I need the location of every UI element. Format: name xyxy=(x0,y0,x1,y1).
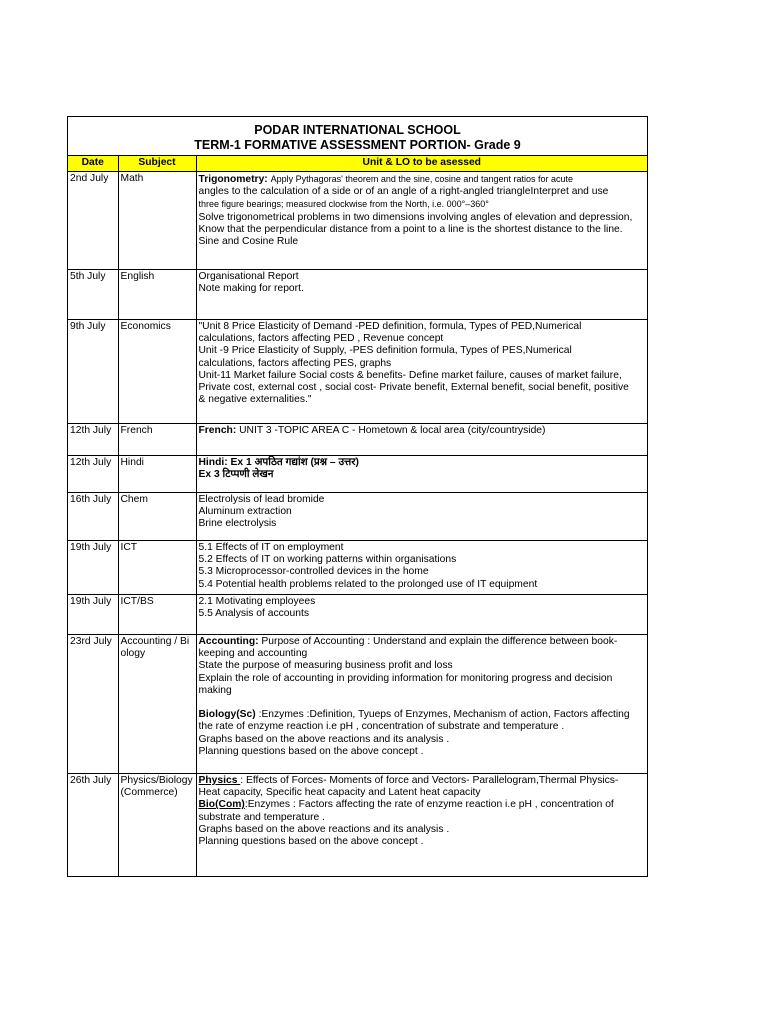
content-line xyxy=(199,812,646,824)
content-line xyxy=(199,271,646,283)
content-segment: Solve trigonometrical problems in two dimensions involving angles of elevation and depression, xyxy=(198,211,633,223)
content-segment: 5.2 Effects of IT on working patterns within organisations xyxy=(198,554,457,566)
content-segment: Purpose of Accounting : Understand and explain the difference between book- xyxy=(261,636,618,647)
school-name: PODAR INTERNATIONAL SCHOOL xyxy=(254,123,461,137)
content-segment: French: xyxy=(198,425,240,436)
row-unit-content xyxy=(196,456,647,493)
content-segment: Know that the perpendicular distance from a point to a line is the shortest distance to the line. xyxy=(198,223,623,235)
content-line xyxy=(199,697,646,709)
table-row xyxy=(68,172,647,270)
content-segment: Heat capacity, Specific heat capacity and Latent heat capacity xyxy=(198,787,481,799)
row-unit-content xyxy=(196,270,647,320)
content-segment: Note making for report. xyxy=(198,283,304,295)
row-subject: Hindi xyxy=(118,456,196,493)
row-date: 5th July xyxy=(68,270,118,320)
content-segment: Hindi: Ex 1 अपठित गद्यांश (प्रश्न – उत्तर) xyxy=(198,457,359,468)
table-row xyxy=(68,320,647,424)
content-segment: Aluminum extraction xyxy=(198,506,292,518)
content-segment: making xyxy=(198,684,232,696)
assessment-sheet xyxy=(67,116,648,877)
content-segment: Apply Pythagoras' theorem and the sine, cosine and tangent ratios for acute xyxy=(270,174,573,184)
content-segment: Ex 3 टिप्पणी लेखन xyxy=(198,469,274,481)
content-line xyxy=(199,542,646,554)
content-line xyxy=(199,734,646,746)
content-line xyxy=(199,212,646,224)
content-line xyxy=(199,321,646,333)
row-subject: Accounting / Biology xyxy=(118,635,196,774)
content-line xyxy=(199,836,646,848)
content-line xyxy=(199,283,646,295)
row-date: 2nd July xyxy=(68,172,118,270)
table-row xyxy=(68,635,647,774)
content-segment: Unit-11 Market failure Social costs & benefits- Define market failure, causes of market failure, xyxy=(198,369,622,381)
content-line xyxy=(199,566,646,578)
row-subject: Math xyxy=(118,172,196,270)
content-segment: :Enzymes :Definition, Tyueps of Enzymes, Mechanism of action, Factors affecting xyxy=(258,709,630,721)
content-segment: : Effects of Forces- Moments of force and Vectors- Parallelogram,Thermal Physics- xyxy=(240,775,619,786)
content-segment: Trigonometry: xyxy=(198,174,271,185)
row-subject: Physics/Biology(Commerce) xyxy=(118,774,196,876)
row-unit-content xyxy=(196,320,647,424)
row-date: 16th July xyxy=(68,493,118,541)
content-line xyxy=(199,673,646,685)
content-line xyxy=(199,787,646,799)
content-line xyxy=(199,775,646,787)
content-line xyxy=(199,685,646,697)
row-unit-content xyxy=(196,595,647,635)
content-line xyxy=(199,608,646,620)
content-line xyxy=(199,518,646,530)
content-line xyxy=(199,236,646,248)
content-line xyxy=(199,579,646,591)
portion-table xyxy=(68,155,647,876)
table-row xyxy=(68,595,647,635)
content-line xyxy=(199,345,646,357)
content-segment: Brine electrolysis xyxy=(198,518,277,530)
row-date: 12th July xyxy=(68,424,118,456)
row-unit-content xyxy=(196,172,647,270)
row-subject: Economics xyxy=(118,320,196,424)
content-line xyxy=(199,358,646,370)
table-row xyxy=(68,424,647,456)
content-line xyxy=(199,596,646,608)
table-row xyxy=(68,270,647,320)
row-unit-content xyxy=(196,774,647,876)
content-segment: Electrolysis of lead bromide xyxy=(198,494,325,505)
content-segment: Sine and Cosine Rule xyxy=(198,236,299,248)
table-header-row xyxy=(68,156,647,172)
content-segment: & negative externalities." xyxy=(198,394,312,406)
row-unit-content xyxy=(196,493,647,541)
content-segment: Planning questions based on the above concept . xyxy=(198,745,424,757)
content-line xyxy=(199,425,646,437)
content-segment: Private cost, external cost , social cost- Private benefit, External benefit, social benefit, positive xyxy=(198,382,629,394)
content-segment: State the purpose of measuring business profit and loss xyxy=(198,660,453,672)
content-segment: calculations, factors affecting PED , Revenue concept xyxy=(198,333,444,345)
row-date: 26th July xyxy=(68,774,118,876)
table-row xyxy=(68,493,647,541)
content-segment: UNIT 3 -TOPIC AREA C - Hometown & local area (city/countryside) xyxy=(239,425,546,436)
table-row xyxy=(68,541,647,595)
row-subject: ICT xyxy=(118,541,196,595)
row-unit-content xyxy=(196,424,647,456)
content-line xyxy=(199,333,646,345)
content-line xyxy=(199,494,646,506)
row-date: 19th July xyxy=(68,595,118,635)
content-segment: three figure bearings; measured clockwise from the North, i.e. 000°–360° xyxy=(198,199,489,210)
content-line xyxy=(199,457,646,469)
content-segment: 5.5 Analysis of accounts xyxy=(198,608,309,620)
sheet-title: TERM-1 FORMATIVE ASSESSMENT PORTION- Grade 9 xyxy=(194,138,521,152)
content-line xyxy=(199,746,646,758)
content-line xyxy=(199,198,646,211)
content-line xyxy=(199,709,646,721)
sheet-header xyxy=(68,117,647,155)
content-segment: Unit -9 Price Elasticity of Supply, -PES definition formula, Types of PES,Numerical xyxy=(198,345,572,357)
content-segment: Planning questions based on the above concept . xyxy=(198,836,424,848)
row-subject: English xyxy=(118,270,196,320)
column-header-subject: Subject xyxy=(118,156,196,172)
content-segment: :Enzymes : Factors affecting the rate of enzyme reaction i.e pH , concentration of xyxy=(244,799,614,811)
content-line xyxy=(199,394,646,406)
content-line xyxy=(199,648,646,660)
content-segment: Graphs based on the above reactions and its analysis . xyxy=(198,733,450,745)
row-date: 9th July xyxy=(68,320,118,424)
content-line xyxy=(199,186,646,198)
content-line xyxy=(199,370,646,382)
content-segment: the rate of enzyme reaction i.e pH , concentration of substrate and temperature . xyxy=(198,721,565,733)
content-segment: 5.3 Microprocessor-controlled devices in the home xyxy=(198,566,429,578)
content-segment: Physics xyxy=(198,775,241,786)
content-segment: 5.4 Potential health problems related to the prolonged use of IT equipment xyxy=(198,578,538,590)
content-segment: 5.1 Effects of IT on employment xyxy=(198,542,344,553)
content-segment: Bio(Com) xyxy=(198,799,245,811)
row-subject: ICT/BS xyxy=(118,595,196,635)
content-segment: angles to the calculation of a side or of an angle of a right-angled triangleInterpret and use xyxy=(198,186,609,198)
content-line xyxy=(199,173,646,186)
content-line xyxy=(199,824,646,836)
content-line xyxy=(199,382,646,394)
row-unit-content xyxy=(196,635,647,774)
content-line xyxy=(199,469,646,481)
content-line xyxy=(199,636,646,648)
content-segment: Biology(Sc) xyxy=(198,709,259,721)
content-segment: keeping and accounting xyxy=(198,648,308,660)
content-segment: substrate and temperature . xyxy=(198,811,325,823)
row-date: 12th July xyxy=(68,456,118,493)
content-segment: "Unit 8 Price Elasticity of Demand -PED definition, formula, Types of PED,Numerical xyxy=(198,321,582,332)
table-row xyxy=(68,774,647,876)
content-line xyxy=(199,799,646,811)
content-segment: 2.1 Motivating employees xyxy=(198,596,316,607)
row-subject: Chem xyxy=(118,493,196,541)
content-segment: Graphs based on the above reactions and its analysis . xyxy=(198,823,450,835)
content-segment: Accounting: xyxy=(198,636,262,647)
content-line xyxy=(199,721,646,733)
table-row xyxy=(68,456,647,493)
row-date: 23rd July xyxy=(68,635,118,774)
content-line xyxy=(199,224,646,236)
content-segment: Organisational Report xyxy=(198,271,299,282)
row-subject: French xyxy=(118,424,196,456)
content-line xyxy=(199,660,646,672)
content-line xyxy=(199,554,646,566)
row-unit-content xyxy=(196,541,647,595)
column-header-unit: Unit & LO to be asessed xyxy=(196,156,647,172)
row-date: 19th July xyxy=(68,541,118,595)
content-segment: calculations, factors affecting PES, graphs xyxy=(198,357,392,369)
column-header-date: Date xyxy=(68,156,118,172)
content-line xyxy=(199,506,646,518)
content-segment: Explain the role of accounting in providing information for monitoring progress and decision xyxy=(198,672,613,684)
